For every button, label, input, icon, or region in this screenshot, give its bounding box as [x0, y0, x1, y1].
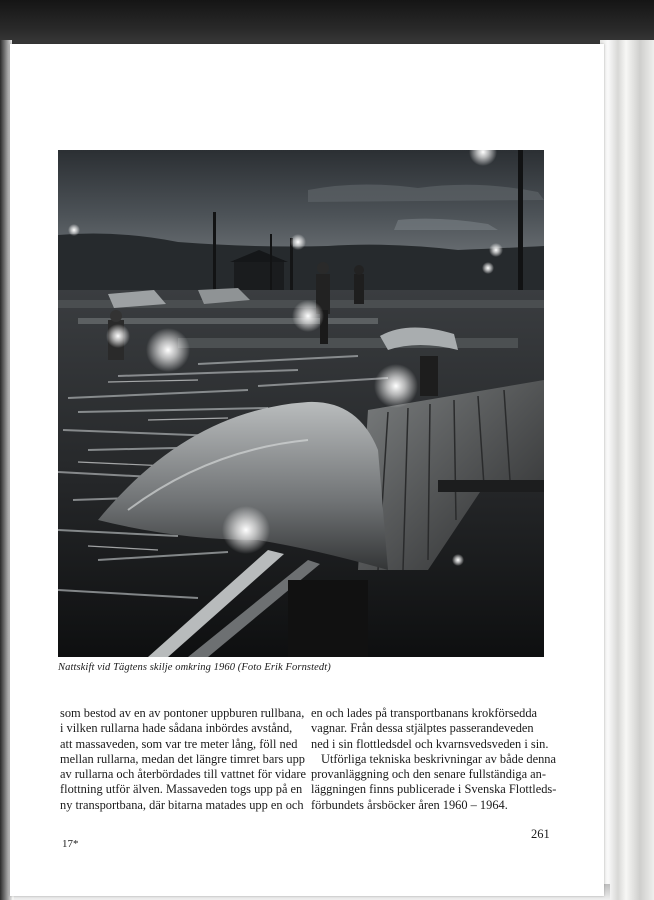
text-line: ny transportbana, där bitarna matades upp en och: [60, 797, 304, 812]
body-text-left-column: [60, 706, 306, 813]
page-number: 261: [531, 827, 550, 841]
text-line: läggningen finns publicerade i Svenska Flottleds-: [311, 782, 557, 797]
text-line: provanläggning och den senare fullständiga an-: [311, 767, 546, 782]
night-shift-photo: [58, 150, 544, 657]
text-line: att massaveden, som var tre meter lång, föll ned: [60, 736, 298, 751]
text-line: ned i sin flottledsdel och kvarnsvedsveden i sin.: [311, 736, 549, 751]
text-line: mellan rullarna, medan det längre timret bars upp: [60, 751, 305, 766]
signature-mark: 17*: [62, 838, 79, 850]
text-line: av rullarna och återbördades till vattnet för vidare: [60, 767, 306, 782]
text-line: i vilken rullarna hade sådana inbördes avstånd,: [60, 721, 293, 736]
text-line: flottning utför älven. Massaveden togs upp på en: [60, 782, 303, 797]
text-line: vagnar. Från dessa stjälptes passerandeveden: [311, 721, 534, 736]
text-line: förbundets årsböcker åren 1960 – 1964.: [311, 797, 508, 812]
text-line: som bestod av en av pontoner uppburen rullbana,: [60, 706, 305, 720]
body-text-right-column: [311, 706, 557, 813]
text-line: en och lades på transportbanans krokförsedda: [311, 706, 538, 720]
text-line: Utförliga tekniska beskrivningar av både denna: [321, 751, 556, 766]
page-stack-edge: [600, 40, 654, 900]
photo-caption: Nattskift vid Tägtens skilje omkring 1960 (Foto Erik Fornstedt): [58, 662, 331, 673]
